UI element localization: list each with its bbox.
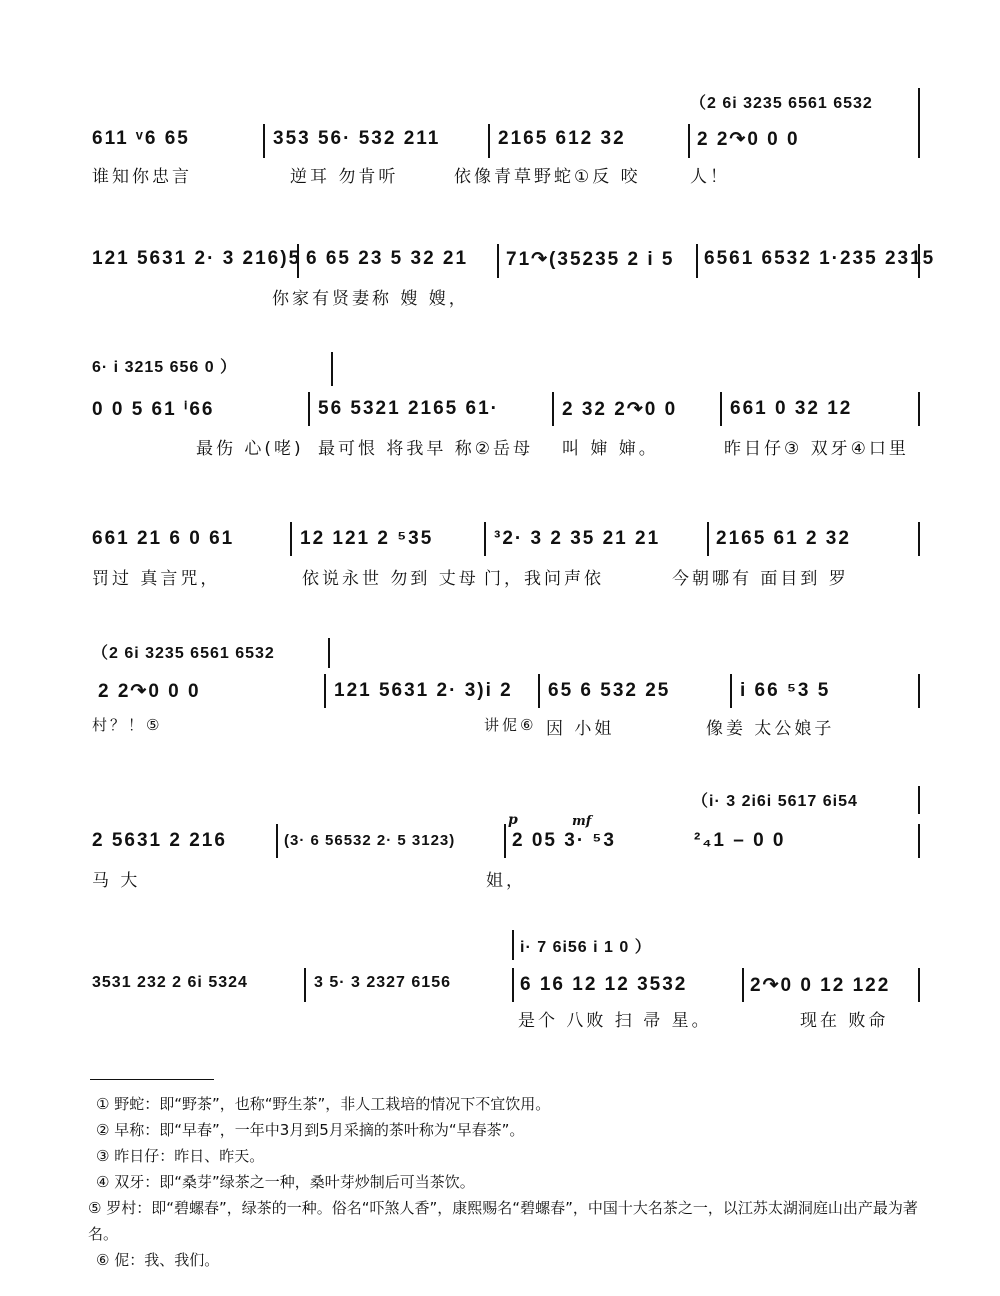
barline	[276, 824, 278, 858]
footnote: ② 早称：即“早春”，一年中3月到5月采摘的茶叶称为“早春茶”。	[96, 1121, 525, 1139]
melody-measure: 2 2↷0 0 0	[697, 129, 800, 150]
lyrics-segment: 村？！⑤	[92, 716, 163, 734]
barline	[328, 638, 330, 668]
dynamic-marking: p	[508, 812, 518, 828]
footnote: ⑤ 罗村：即“碧螺春”，绿茶的一种。俗名“吓煞人香”，康熙赐名“碧螺春”，中国十大名茶之一，以江苏太湖洞庭山出产最为著名。	[88, 1199, 918, 1243]
melody-measure: 2↷0 0 12 122	[750, 975, 891, 996]
lyrics-segment: 是个 八败 扫 帚 星。	[518, 1011, 712, 1031]
lyrics-segment: 现在 败命	[800, 1011, 889, 1031]
accompaniment-line: 6· i 3215 656 0 ）	[92, 359, 238, 376]
lyrics-segment: 最伤 心(咾)	[196, 439, 304, 459]
accompaniment-line: i· 7 6i56 i 1 0 ）	[520, 939, 652, 956]
barline	[742, 968, 744, 1002]
footnote: ③ 昨日仔：昨日、昨天。	[96, 1147, 265, 1165]
barline	[707, 522, 709, 556]
footnote: ① 野蛇：即“野茶”，也称“野生茶”，非人工栽培的情况下不宜饮用。	[96, 1095, 551, 1113]
lyrics-segment: 今朝哪有 面目到 罗	[672, 569, 849, 589]
lyrics-segment: 人！	[690, 167, 730, 187]
melody-measure: 3531 232 2 6i 5324	[92, 974, 248, 991]
melody-measure: 65 6 532 25	[548, 680, 671, 701]
dynamic-marking: mf	[572, 814, 592, 829]
barline	[918, 88, 920, 158]
barline	[918, 968, 920, 1002]
melody-measure: 2165 61 2 32	[716, 528, 851, 549]
barline	[696, 244, 698, 278]
lyrics-segment: 依像青草野蛇①反 咬	[454, 167, 641, 187]
melody-measure: 56 5321 2165 61·	[318, 398, 499, 419]
melody-measure: 2 32 2↷0 0	[562, 399, 678, 420]
footnote-divider	[90, 1079, 214, 1080]
lyrics-segment: 你家有贤妻称 嫂 嫂，	[272, 289, 469, 309]
melody-measure: i 66 ⁵3 5	[740, 680, 831, 701]
melody-measure: 353 56· 532 211	[273, 128, 441, 149]
lyrics-segment: 罚过 真言咒，	[92, 569, 221, 589]
lyrics-segment: 门，我问声依	[484, 569, 604, 589]
barline	[297, 244, 299, 278]
melody-measure: (3· 6 56532 2· 5 3123)	[284, 832, 456, 849]
melody-measure: 121 5631 2· 3)i 2	[334, 680, 513, 701]
melody-measure: 12 121 2 ⁵35	[300, 528, 434, 549]
barline	[720, 392, 722, 426]
melody-measure: 6561 6532 1·235 2315	[704, 248, 936, 269]
lyrics-segment: 讲伲⑥	[484, 716, 537, 734]
barline	[918, 786, 920, 814]
melody-measure: 71↷(35235 2 i 5	[506, 249, 675, 270]
lyrics-segment: 像姜 太公娘子	[706, 719, 835, 739]
barline	[324, 674, 326, 708]
lyrics-segment: 叫 婶 婶。	[562, 439, 659, 459]
barline	[538, 674, 540, 708]
barline	[730, 674, 732, 708]
melody-measure: 661 21 6 0 61	[92, 528, 235, 549]
footnote: ⑥ 伲：我、我们。	[96, 1251, 220, 1269]
barline	[512, 930, 514, 960]
melody-measure: 121 5631 2· 3 216)5	[92, 248, 302, 269]
barline	[304, 968, 306, 1002]
melody-measure: ³2· 3 2 35 21 21	[494, 528, 661, 549]
lyrics-segment: 姐，	[486, 871, 526, 891]
barline	[504, 824, 506, 858]
melody-measure: 661 0 32 12	[730, 398, 853, 419]
footnote: ④ 双牙：即“桑芽”绿茶之一种，桑叶芽炒制后可当茶饮。	[96, 1173, 475, 1191]
melody-measure: ²₄1 – 0 0	[694, 830, 786, 851]
barline	[918, 674, 920, 708]
lyrics-segment: 依说永世 勿到 丈母	[302, 569, 479, 589]
barline	[918, 244, 920, 278]
barline	[918, 522, 920, 556]
lyrics-segment: 谁知你忠言	[92, 167, 192, 187]
melody-measure: 0 0 5 61 ⁱ66	[92, 399, 215, 420]
barline	[488, 124, 490, 158]
melody-measure: 2 5631 2 216	[92, 830, 227, 851]
lyrics-segment: 马 大	[92, 871, 141, 891]
lyrics-segment: 因 小姐	[546, 719, 615, 739]
melody-measure: 6 65 23 5 32 21	[306, 248, 469, 269]
lyrics-segment: 昨日仔③ 双牙④口里	[724, 439, 909, 459]
barline	[290, 522, 292, 556]
barline	[688, 124, 690, 158]
footnotes	[88, 1091, 926, 1273]
melody-measure: 3 5· 3 2327 6156	[314, 974, 451, 991]
barline	[918, 392, 920, 426]
barline	[484, 522, 486, 556]
lyrics-segment: 最可恨 将我早 称②岳母	[318, 439, 534, 459]
accompaniment-line: （2 6i 3235 6561 6532	[690, 95, 873, 112]
lyrics-segment: 逆耳 勿肯听	[290, 167, 399, 187]
melody-measure: 2 2↷0 0 0	[98, 681, 201, 702]
barline	[512, 968, 514, 1002]
barline	[497, 244, 499, 278]
barline	[552, 392, 554, 426]
melody-measure: 611 ᵛ6 65	[92, 128, 190, 149]
barline	[308, 392, 310, 426]
accompaniment-line: （2 6i 3235 6561 6532	[92, 645, 275, 662]
accompaniment-line: （i· 3 2i6i 5617 6i54	[692, 793, 858, 810]
melody-measure: 2 05 3· ⁵3	[512, 830, 616, 851]
melody-measure: 2165 612 32	[498, 128, 626, 149]
barline	[918, 824, 920, 858]
barline	[263, 124, 265, 158]
melody-measure: 6 16 12 12 3532	[520, 974, 688, 995]
barline	[331, 352, 333, 386]
